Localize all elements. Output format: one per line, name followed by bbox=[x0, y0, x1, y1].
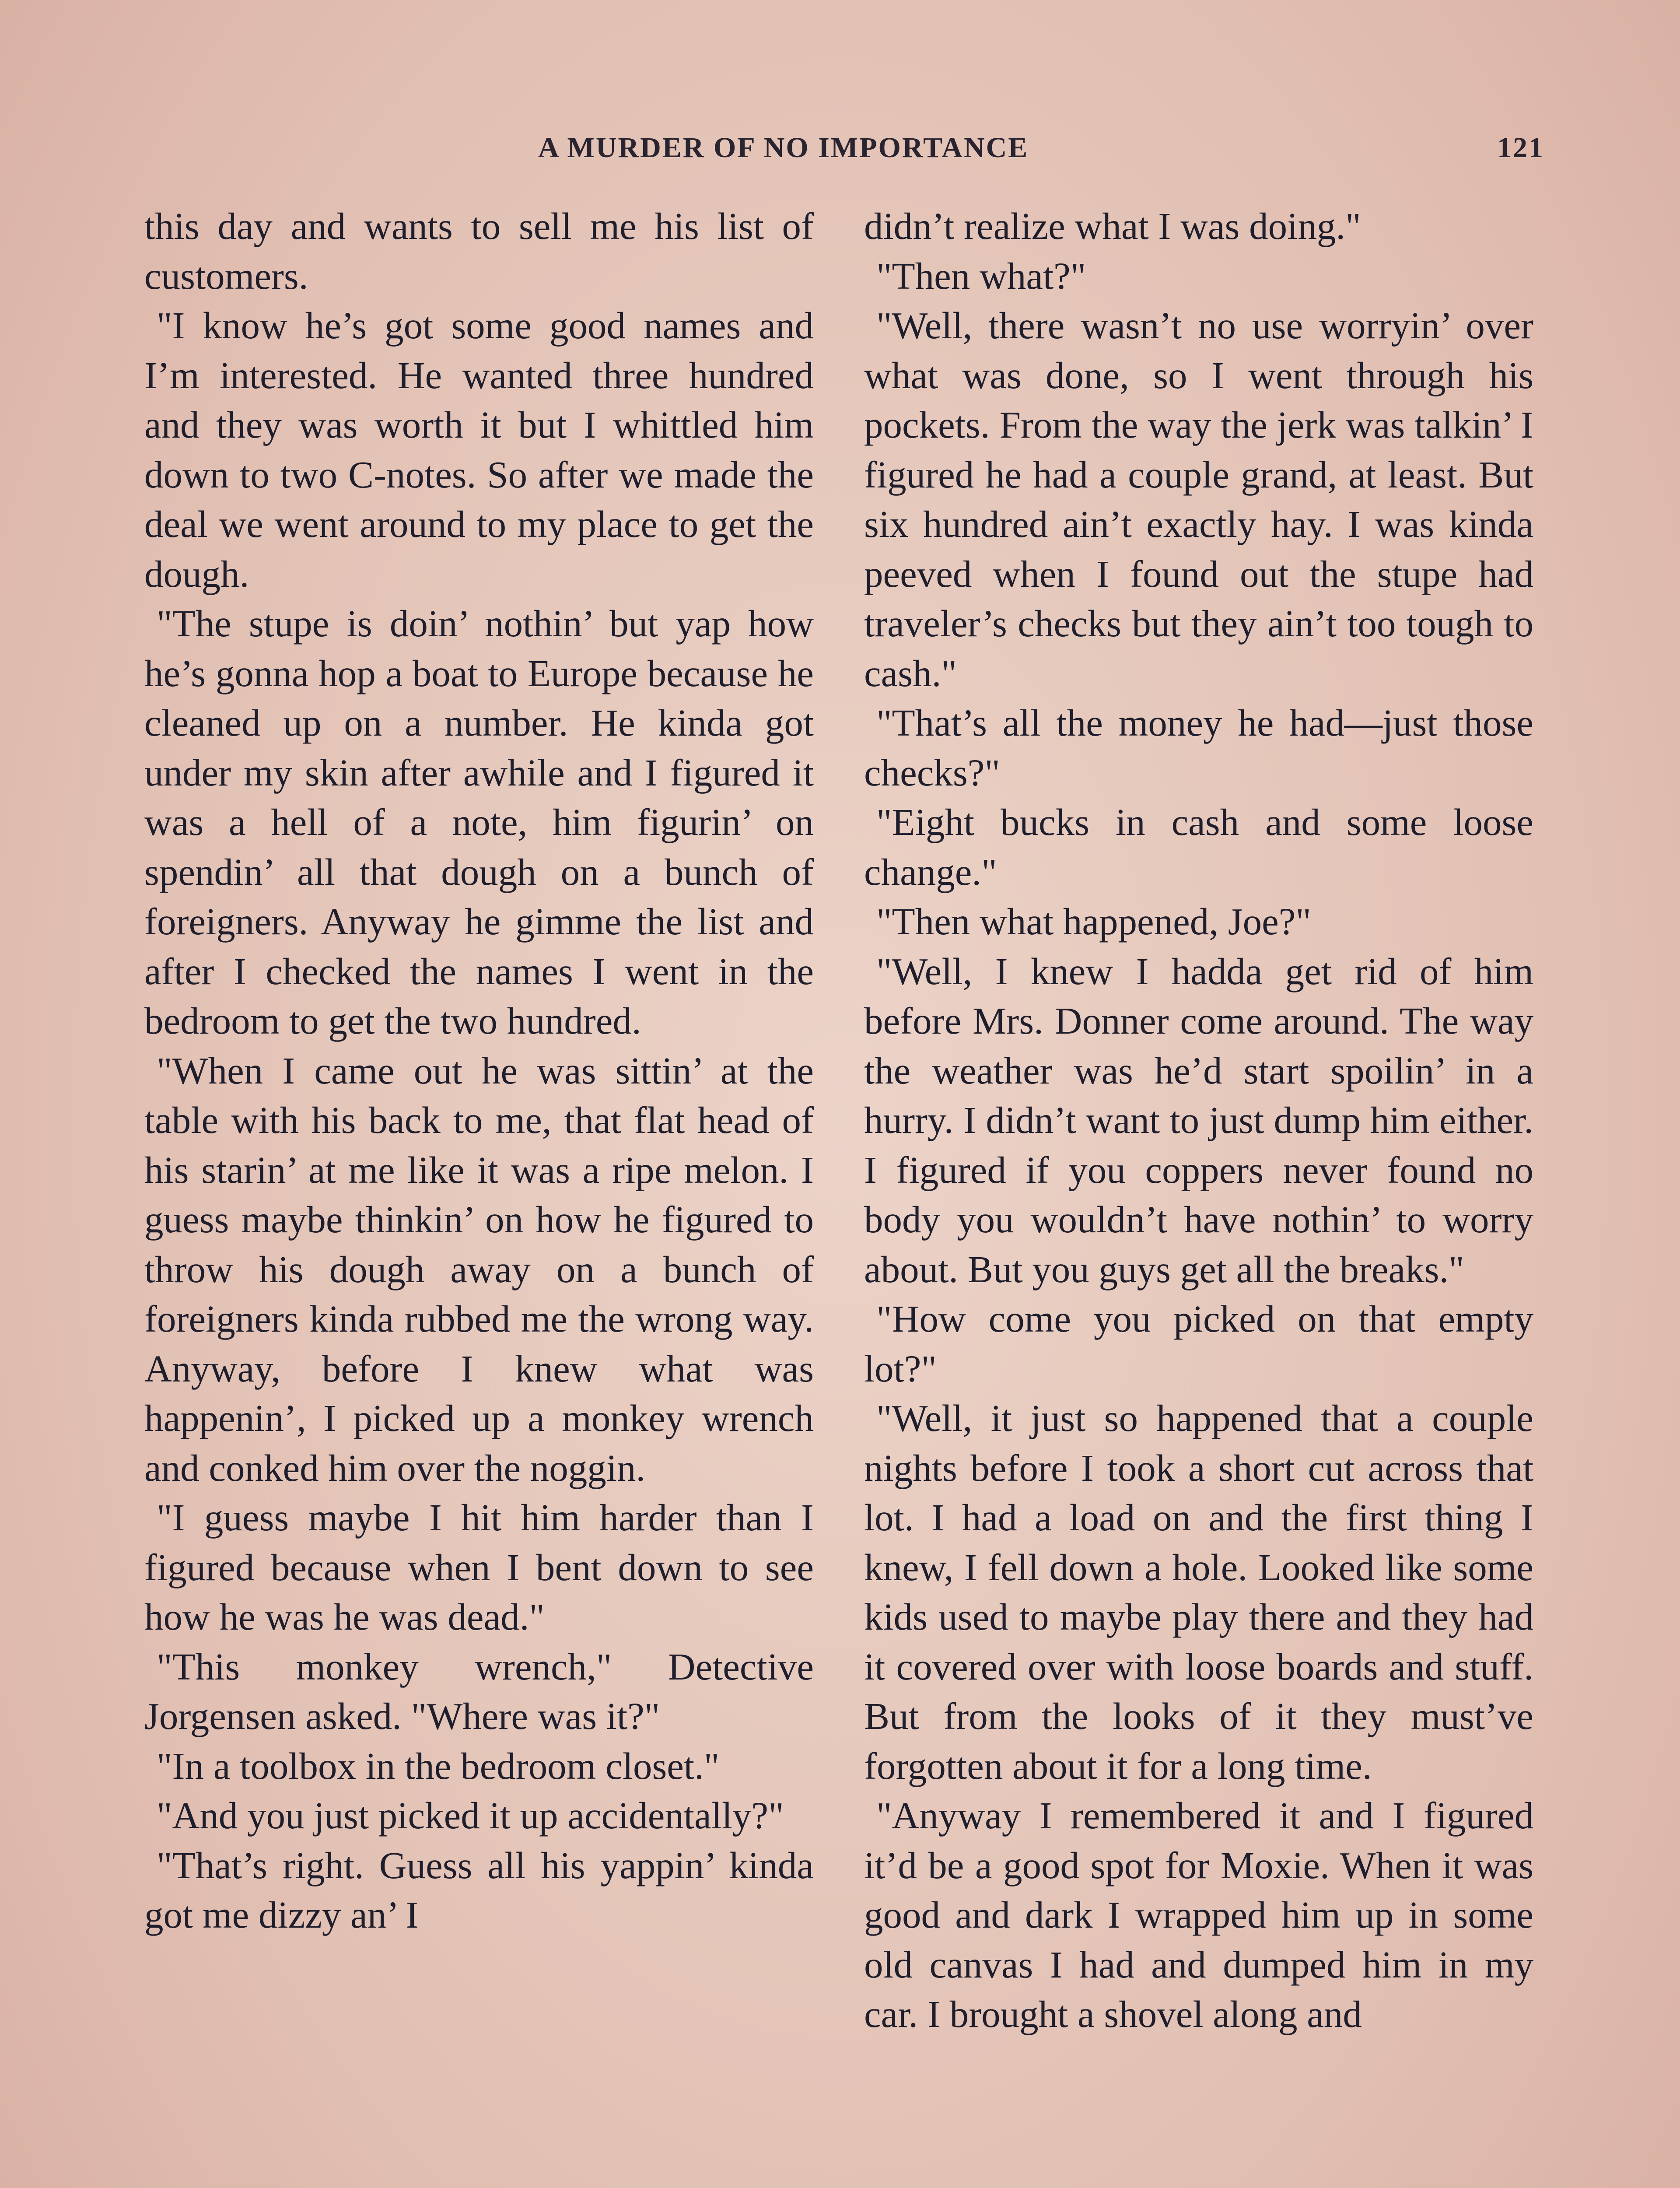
paragraph: "Anyway I remembered it and I figured it’d be a good spot for Moxie. When it was good and dark I wrapped him up in some old canvas I had and dumped him in my car. I brought a shovel along and bbox=[864, 1794, 1533, 2035]
right-column bbox=[864, 201, 1533, 2039]
paragraph: "How come you picked on that empty lot?" bbox=[864, 1297, 1533, 1390]
paragraph: "That’s right. Guess all his yappin’ kinda got me dizzy an’ I bbox=[144, 1844, 814, 1936]
running-title: A MURDER OF NO IMPORTANCE bbox=[538, 132, 1029, 164]
paragraph: "I guess maybe I hit him harder than I figured because when I bent down to see how he was he was dead." bbox=[144, 1496, 814, 1638]
paragraph: "I know he’s got some good names and I’m interested. He wanted three hundred and they was worth it but I whittled him down to two C-notes. So after we made the deal we went around to my place to get the dough. bbox=[144, 304, 814, 595]
paragraph: "Eight bucks in cash and some loose change." bbox=[864, 801, 1533, 893]
page-number: 121 bbox=[1497, 132, 1544, 164]
page-header bbox=[144, 131, 1544, 179]
paragraph: "The stupe is doin’ nothin’ but yap how he’s gonna hop a boat to Europe because he cleaned up on a number. He kinda got under my skin after awhile and I figured it was a hell of a note, him figurin’ on spendin’ all that dough on a bunch of foreigners. Anyway he gimme the list and after I checked the names I went in the bedroom to get the two hundred. bbox=[144, 602, 814, 1042]
paragraph: "Well, I knew I hadda get rid of him before Mrs. Donner come around. The way the weather was he’d start spoilin’ in a hurry. I didn’t want to just dump him either. I figured if you coppers never found no body you wouldn’t have nothin’ to worry about. But you guys get all the breaks." bbox=[864, 950, 1533, 1290]
paragraph: this day and wants to sell me his list of customers. bbox=[144, 205, 814, 297]
paragraph: "That’s all the money he had—just those checks?" bbox=[864, 701, 1533, 794]
paragraph: "Well, there wasn’t no use worryin’ over what was done, so I went through his pockets. From the way the jerk was talkin’ I figured he had a couple grand, at least. But six hundred ain’t exactly hay. I was kinda peeved when I found out the stupe had traveler’s checks but they ain’t too tough to cash." bbox=[864, 304, 1533, 694]
paragraph: "Then what happened, Joe?" bbox=[876, 900, 1311, 943]
paragraph: "When I came out he was sittin’ at the table with his back to me, that flat head of his starin’ at me like it was a ripe melon. I guess maybe thinkin’ on how he figured to throw his dough away on a bunch of foreigners kinda rubbed me the wrong way. Anyway, before I knew what was happenin’, I picked up a monkey wrench and conked him over the noggin. bbox=[144, 1049, 814, 1489]
paragraph: "And you just picked it up accidentally?" bbox=[157, 1794, 784, 1837]
left-column bbox=[144, 201, 814, 1940]
paragraph: "In a toolbox in the bedroom closet." bbox=[157, 1744, 720, 1787]
paragraph: "Then what?" bbox=[876, 254, 1086, 297]
paragraph: didn’t realize what I was doing." bbox=[864, 205, 1361, 247]
paragraph: "This monkey wrench," Detective Jorgensen asked. "Where was it?" bbox=[144, 1645, 814, 1737]
paragraph: "Well, it just so happened that a couple nights before I took a short cut across that lot. I had a load on and the first thing I knew, I fell down a hole. Looked like some kids used to maybe play there and they had it covered over with loose boards and stuff. But from the looks of it they must’ve forgotten about it for a long time. bbox=[864, 1397, 1533, 1787]
